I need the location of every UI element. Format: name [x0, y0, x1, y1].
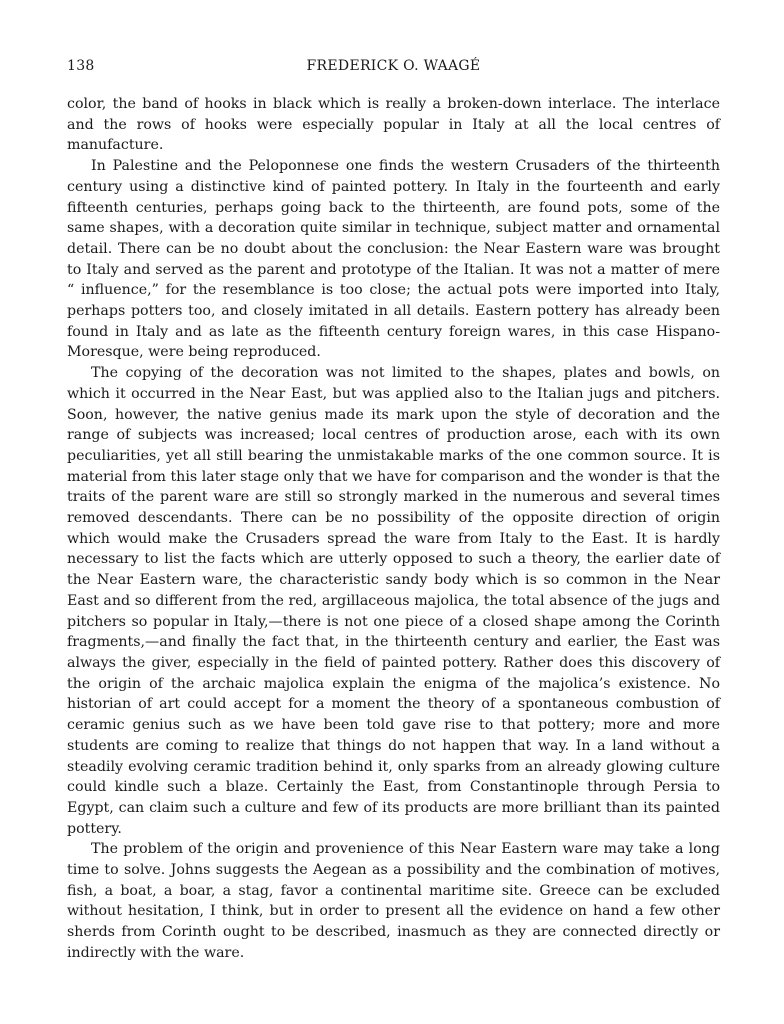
running-head [67, 58, 720, 80]
running-head-author: FREDERICK O. WAAGÉ [306, 58, 481, 74]
paragraph-problem: The problem of the origin and provenience of this Near Eastern ware may take a long time to solve. Johns suggests the Aegean as a possibility and the combination of motives, fish, a boat, a boar, a stag, favor a continental maritime site. Greece can be excluded without hesitation, I think, but in order to present all the evidence on hand a few other sherds from Corinth ought to be described, inasmuch as they are connected directly or indirectly with the ware. [67, 841, 720, 961]
page [67, 58, 720, 964]
paragraph-copying: The copying of the decoration was not limited to the shapes, plates and bowls, on which it occurred in the Near East, but was applied also to the Italian jugs and pitchers. Soon, however, the native genius made its mark upon the style of decoration and the range of subjects was increased; local centres of production arose, each with its own peculiarities, yet all still bearing the unmistakable marks of the one common source. It is material from this later stage only that we have for comparison and the wonder is that the traits of the parent ware are still so strongly marked in the numerous and several times removed descendants. There can be no possibility of the opposite direction of origin which would make the Crusaders spread the ware from Italy to the East. It is hardly necessary to list the facts which are utterly opposed to such a theory, the earlier date of the Near Eastern ware, the characteristic sandy body which is so common in the Near East and so different from the red, argillaceous majolica, the total absence of the jugs and pitchers so popular in Italy,—there is not one piece of a closed shape among the Corinth fragments,—and finally the fact that, in the thirteenth century and earlier, the East was always the giver, especially in the field of painted pottery. Rather does this discovery of the origin of the archaic majolica explain the enigma of the majolica’s existence. No historian of art could accept for a moment the theory of a spontaneous combustion of ceramic genius such as we have been told gave rise to that pottery; more and more students are coming to realize that things do not happen that way. In a land without a steadily evolving ceramic tradition behind it, only sparks from an already glowing culture could kindle such a blaze. Certainly the East, from Constantinople through Persia to Egypt, can claim such a culture and few of its products are more brilliant than its painted pottery. [67, 365, 720, 837]
paragraph-palestine: In Palestine and the Peloponnese one finds the western Crusaders of the thirteenth century using a distinctive kind of painted pottery. In Italy in the fourteenth and early fifteenth centuries, perhaps going back to the thirteenth, are found pots, some of the same shapes, with a decoration quite similar in technique, subject matter and ornamental detail. There can be no doubt about the conclusion: the Near Eastern ware was brought to Italy and served as the parent and prototype of the Italian. It was not a matter of mere “ influence,” for the resemblance is too close; the actual pots were imported into Italy, perhaps potters too, and closely imitated in all details. Eastern pottery has already been found in Italy and as late as the fifteenth century foreign wares, in this case Hispano-Moresque, were being reproduced. [67, 158, 720, 361]
paragraph-continuation: color, the band of hooks in black which is really a broken-down interlace. The interlace and the rows of hooks were especially popular in Italy at all the local centres of manufacture. [67, 96, 720, 154]
page-number: 138 [67, 58, 95, 74]
body-text [67, 94, 720, 964]
